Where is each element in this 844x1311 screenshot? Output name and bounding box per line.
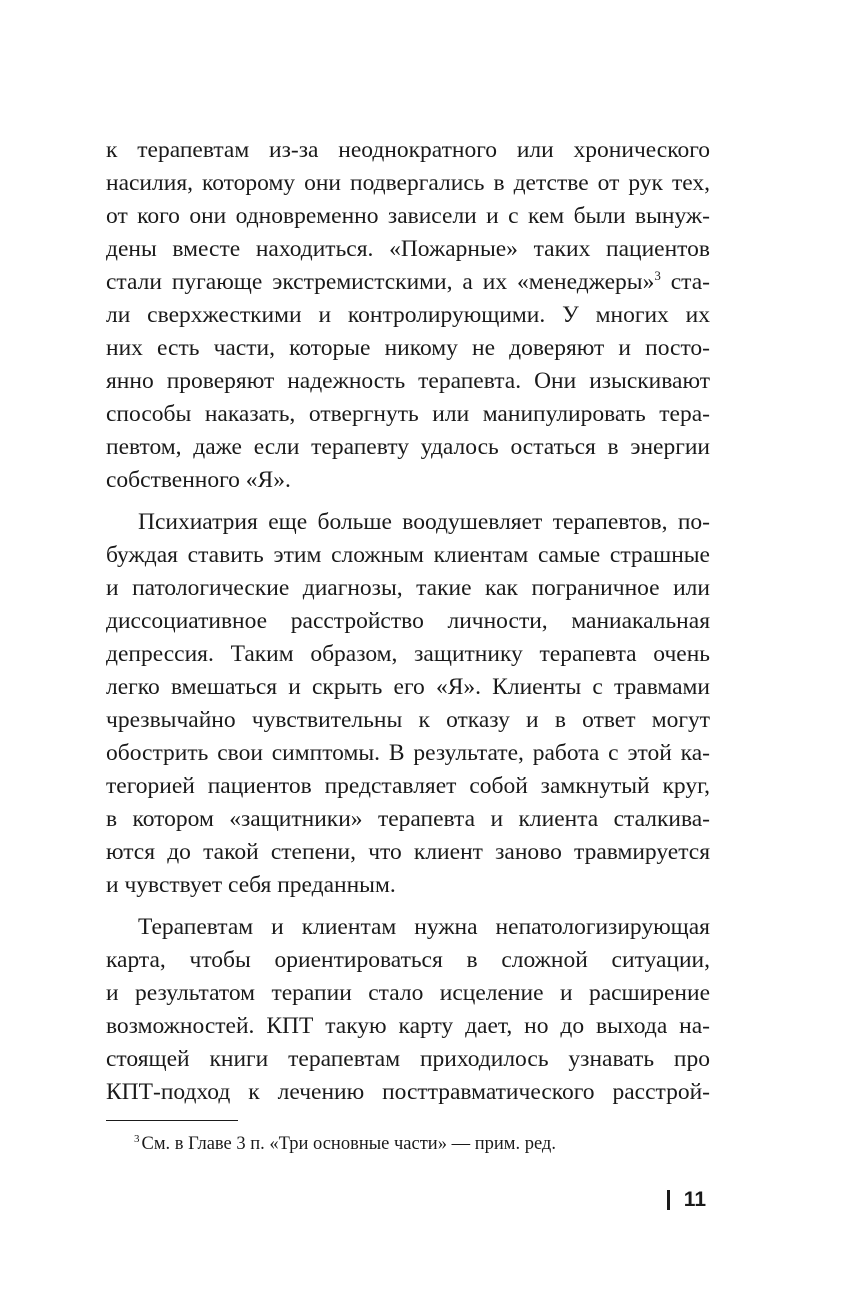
text-line: и патологические диагнозы, такие как пограничное или xyxy=(106,575,710,601)
footnote-reference[interactable]: 3 xyxy=(654,268,661,283)
text-line: буждая ставить этим сложным клиентам самые страшные xyxy=(106,542,710,568)
text-line: способы наказать, отвергнуть или манипулировать тера- xyxy=(106,401,710,427)
text-line: Терапевтам и клиентам нужна непатологизирующая xyxy=(138,914,710,940)
text-line: тегорией пациентов представляет собой замкнутый круг, xyxy=(106,773,710,799)
page-folio xyxy=(667,1186,706,1214)
text-line: них есть части, которые никому не доверяют и посто- xyxy=(106,335,710,361)
footnote-mark: 3 xyxy=(134,1133,140,1145)
text-line-head: стали пугающе экстремистскими, а их «менеджеры» xyxy=(106,269,655,295)
footnote xyxy=(134,1131,556,1157)
text-line: собственного «Я». xyxy=(106,467,291,493)
text-line: чрезвычайно чувствительны к отказу и в ответ могут xyxy=(106,707,710,733)
text-line: КПТ-подход к лечению посттравматического расстрой- xyxy=(106,1079,710,1105)
text-line: карта, чтобы ориентироваться в сложной ситуации, xyxy=(106,947,710,973)
text-line: дены вместе находиться. «Пожарные» таких пациентов xyxy=(106,236,710,262)
text-line: стоящей книги терапевтам приходилось узнавать про xyxy=(106,1046,710,1072)
text-line: возможностей. КПТ такую карту дает, но до выхода на- xyxy=(106,1013,710,1039)
footnote-text: См. в Главе 3 п. «Три основные части» — прим. ред. xyxy=(141,1134,556,1154)
text-line: обострить свои симптомы. В результате, работа с этой ка- xyxy=(106,740,710,766)
paragraph-gap xyxy=(106,497,710,506)
text-line: ются до такой степени, что клиент заново травмируется xyxy=(106,839,710,865)
footnote-divider xyxy=(106,1120,238,1121)
page-number: 11 xyxy=(683,1188,706,1211)
paragraph-gap xyxy=(106,902,710,911)
text-line: в котором «защитники» терапевта и клиента сталкива- xyxy=(106,806,710,832)
text-line: от кого они одновременно зависели и с кем были вынуж- xyxy=(106,203,710,229)
text-line-with-footnote-ref xyxy=(106,266,710,299)
text-line: легко вмешаться и скрыть его «Я». Клиенты с травмами xyxy=(106,674,710,700)
text-line: ли сверхжесткими и контролирующими. У многих их xyxy=(106,302,710,328)
text-line: янно проверяют надежность терапевта. Они изыскивают xyxy=(106,368,710,394)
text-line: насилия, которому они подвергались в детстве от рук тех, xyxy=(106,170,710,196)
text-line: Психиатрия еще больше воодушевляет терапевтов, по- xyxy=(138,509,710,535)
text-line: депрессия. Таким образом, защитнику терапевта очень xyxy=(106,641,710,667)
text-line: и результатом терапии стало исцеление и расширение xyxy=(106,980,710,1006)
text-line-tail: ста- xyxy=(660,269,710,295)
body-text xyxy=(106,134,710,1109)
text-line: и чувствует себя преданным. xyxy=(106,872,396,898)
text-line: диссоциативное расстройство личности, маниакальная xyxy=(106,608,710,634)
text-line: певтом, даже если терапевту удалось остаться в энергии xyxy=(106,434,710,460)
folio-separator xyxy=(667,1190,670,1210)
text-line: к терапевтам из-за неоднократного или хронического xyxy=(106,137,710,163)
